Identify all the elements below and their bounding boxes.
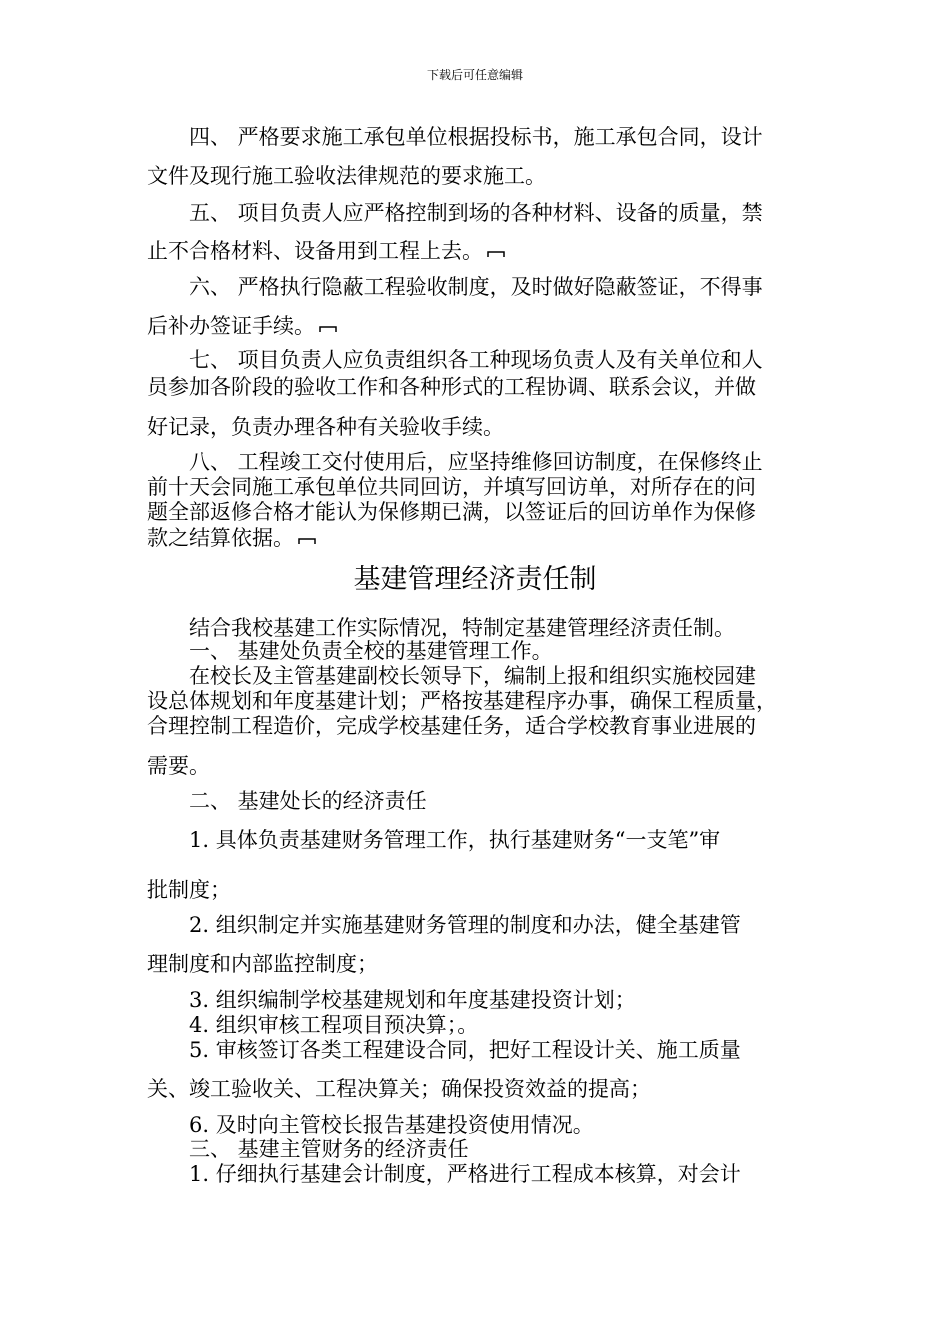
paragraph-line: 四、 严格要求施工承包单位根据投标书，施工承包合同，设计 (189, 125, 763, 149)
paragraph-line: 八、 工程竣工交付使用后，应坚持维修回访制度，在保修终止 (189, 450, 763, 474)
paragraph-line: 六、 严格执行隐蔽工程验收制度，及时做好隐蔽签证，不得事 (189, 275, 763, 299)
paragraph-line: 需要。 (147, 754, 210, 778)
paragraph-line: 二、 基建处长的经济责任 (189, 789, 427, 813)
revision-mark-icon (319, 323, 337, 333)
revision-mark-icon (487, 248, 505, 258)
paragraph-line: 设总体规划和年度基建计划；严格按基建程序办事，确保工程质量， (147, 689, 777, 713)
paragraph-line: 3. 组织编制学校基建规划和年度基建投资计划； (189, 988, 636, 1012)
paragraph-line: 前十天会同施工承包单位共同回访，并填写回访单，对所存在的问 (147, 475, 756, 499)
section-title: 基建管理经济责任制 (353, 564, 597, 595)
paragraph-line: 2. 组织制定并实施基建财务管理的制度和办法，健全基建管 (189, 913, 741, 937)
revision-mark-icon (298, 535, 316, 545)
paragraph-line: 4. 组织审核工程项目预决算；。 (189, 1013, 479, 1037)
paragraph-line: 1. 具体负责基建财务管理工作，执行基建财务“一支笔”审 (189, 828, 721, 852)
page-header: 下载后可任意编辑 (426, 68, 523, 82)
paragraph-line: 款之结算依据。 (147, 525, 316, 551)
paragraph-line: 七、 项目负责人应负责组织各工种现场负责人及有关单位和人 (189, 348, 763, 372)
paragraph-line: 6. 及时向主管校长报告基建投资使用情况。 (189, 1113, 594, 1137)
paragraph-line: 1. 仔细执行基建会计制度，严格进行工程成本核算，对会计 (189, 1162, 741, 1186)
paragraph-line: 一、 基建处负责全校的基建管理工作。 (189, 639, 553, 663)
paragraph-line: 后补办签证手续。 (147, 313, 337, 339)
paragraph-line: 止不合格材料、设备用到工程上去。 (147, 238, 505, 264)
paragraph-line: 员参加各阶段的验收工作和各种形式的工程协调、联系会议，并做 (147, 375, 756, 399)
paragraph-line: 在校长及主管基建副校长领导下，编制上报和组织实施校园建 (189, 664, 756, 688)
paragraph-line: 理制度和内部监控制度； (147, 952, 378, 976)
paragraph-line: 五、 项目负责人应严格控制到场的各种材料、设备的质量，禁 (189, 201, 763, 225)
paragraph-line: 三、 基建主管财务的经济责任 (189, 1137, 469, 1161)
paragraph-line: 5. 审核签订各类工程建设合同，把好工程设计关、施工质量 (189, 1038, 741, 1062)
paragraph-line: 关、竣工验收关、工程决算关；确保投资效益的提高； (147, 1077, 651, 1101)
paragraph-line: 批制度； (147, 878, 231, 902)
paragraph-line: 合理控制工程造价，完成学校基建任务，适合学校教育事业进展的 (147, 714, 756, 738)
paragraph-line: 结合我校基建工作实际情况，特制定基建管理经济责任制。 (189, 616, 735, 640)
paragraph-line: 好记录，负责办理各种有关验收手续。 (147, 415, 504, 439)
paragraph-line: 题全部返修合格才能认为保修期已满，以签证后的回访单作为保修 (147, 500, 756, 524)
paragraph-line: 文件及现行施工验收法律规范的要求施工。 (147, 164, 546, 188)
